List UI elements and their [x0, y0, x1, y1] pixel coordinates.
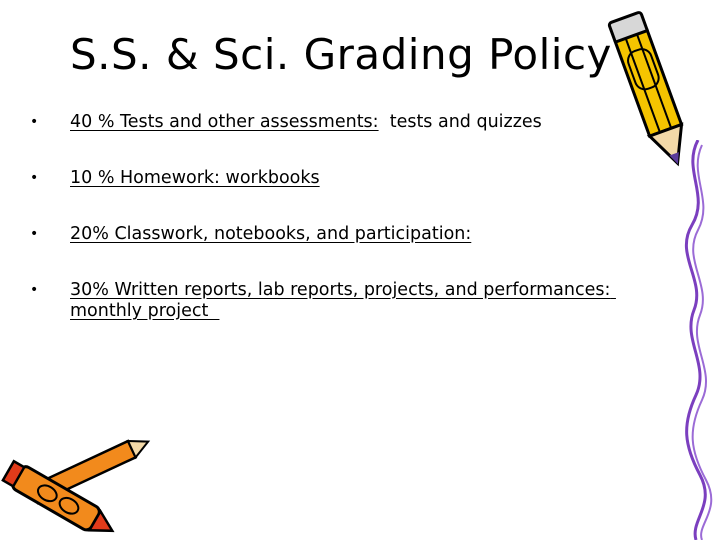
bullet-dot: •: [30, 226, 39, 242]
bullet-text-underlined: 30% Written reports, lab reports, projects, and performances: monthly project: [70, 280, 616, 321]
bullet-text-underlined: 20% Classwork, notebooks, and participation:: [70, 224, 472, 244]
bullet-dot: •: [30, 282, 39, 298]
crayons-icon: [0, 430, 160, 535]
bullet-dot: •: [30, 114, 39, 130]
bullet-item-reports: [30, 280, 680, 322]
bullet-item-tests: [30, 112, 680, 133]
bullet-text-underlined: 10 % Homework: workbooks: [70, 168, 320, 188]
bullet-dot: •: [30, 170, 39, 186]
bullet-text: tests and quizzes: [378, 112, 542, 132]
bullet-text-underlined: 40 % Tests and other assessments:: [70, 112, 379, 132]
squiggle-line-decoration: [676, 140, 720, 540]
slide-title: S.S. & Sci. Grading Policy: [70, 30, 612, 79]
bullet-list: [30, 112, 680, 322]
bullet-item-classwork: [30, 224, 680, 245]
bullet-item-homework: [30, 168, 680, 189]
